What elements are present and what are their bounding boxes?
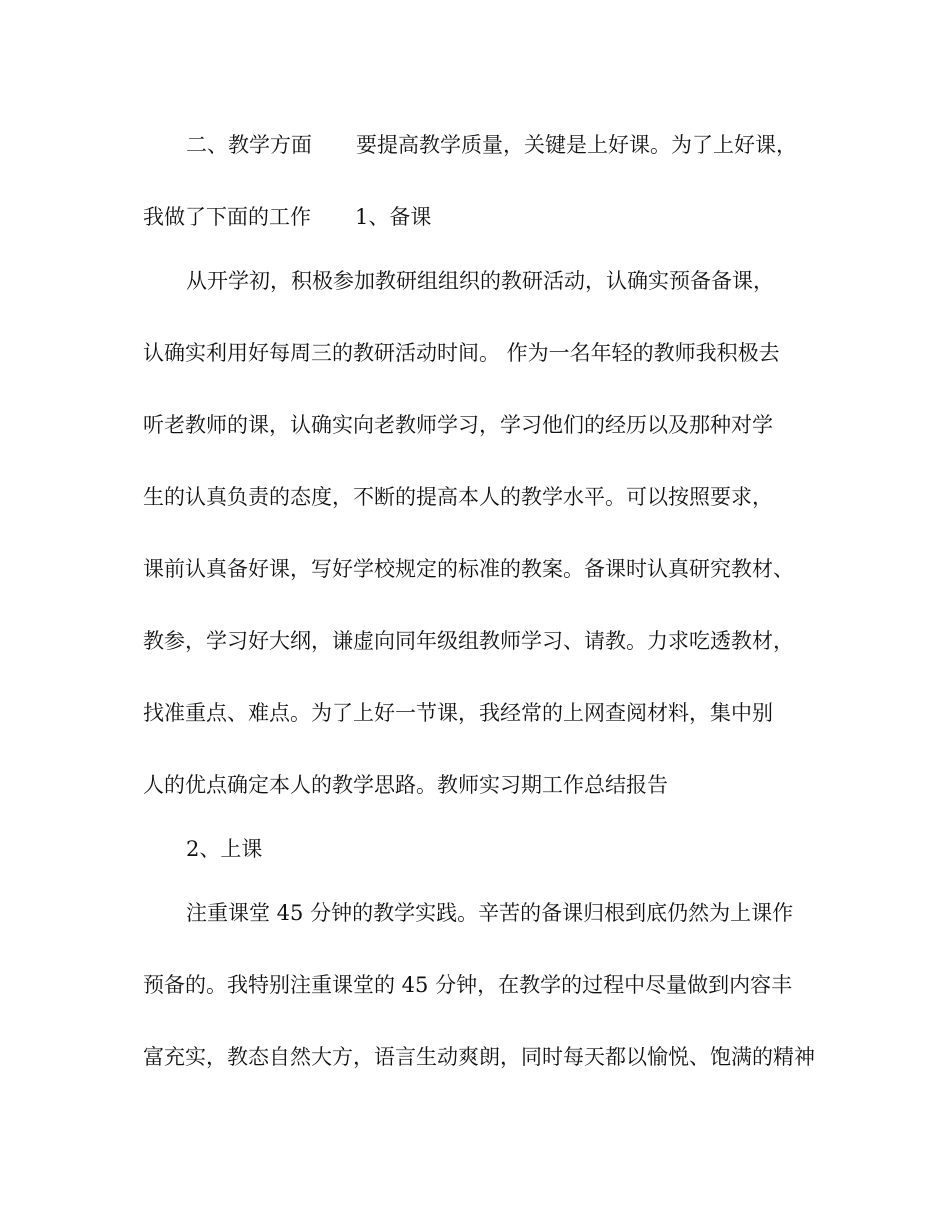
paragraph-line: 教参，学习好大纲，谦虚向同年级组教师学习、请教。力求吃透教材， (143, 629, 794, 653)
paragraph-line (186, 131, 823, 159)
subsection-heading: 1、备课 (355, 205, 432, 229)
paragraph-line: 课前认真备好课，写好学校规定的标准的教案。备课时认真研究教材、 (143, 557, 794, 581)
section-heading: 二、教学方面 (186, 133, 312, 157)
paragraph-line: 认确实利用好每周三的教研活动时间。 作为一名年轻的教师我积极去 (143, 341, 780, 365)
paragraph-line: 从开学初，积极参加教研组组织的教研活动，认确实预备备课， (186, 269, 774, 293)
paragraph-line: 找准重点、难点。为了上好一节课，我经常的上网查阅材料，集中别 (143, 701, 773, 725)
paragraph-line: 注重课堂 45 分钟的教学实践。辛苦的备课归根到底仍然为上课作 (186, 901, 794, 925)
paragraph-line: 生的认真负责的态度，不断的提高本人的教学水平。可以按照要求， (143, 485, 773, 509)
paragraph-line: 听老教师的课，认确实向老教师学习，学习他们的经历以及那种对学 (143, 413, 773, 437)
paragraph-line: 预备的。我特别注重课堂的 45 分钟，在教学的过程中尽量做到内容丰 (143, 973, 793, 997)
paragraph-text: 要提高教学质量，关键是上好课。为了上好课， (356, 133, 797, 157)
subsection-heading: 2、上课 (186, 837, 263, 861)
paragraph-line (143, 203, 823, 231)
paragraph-line: 人的优点确定本人的教学思路。教师实习期工作总结报告 (143, 773, 668, 797)
paragraph-text: 我做了下面的工作 (143, 205, 311, 229)
paragraph-line: 富充实，教态自然大方，语言生动爽朗，同时每天都以愉悦、饱满的精神 (143, 1045, 815, 1069)
